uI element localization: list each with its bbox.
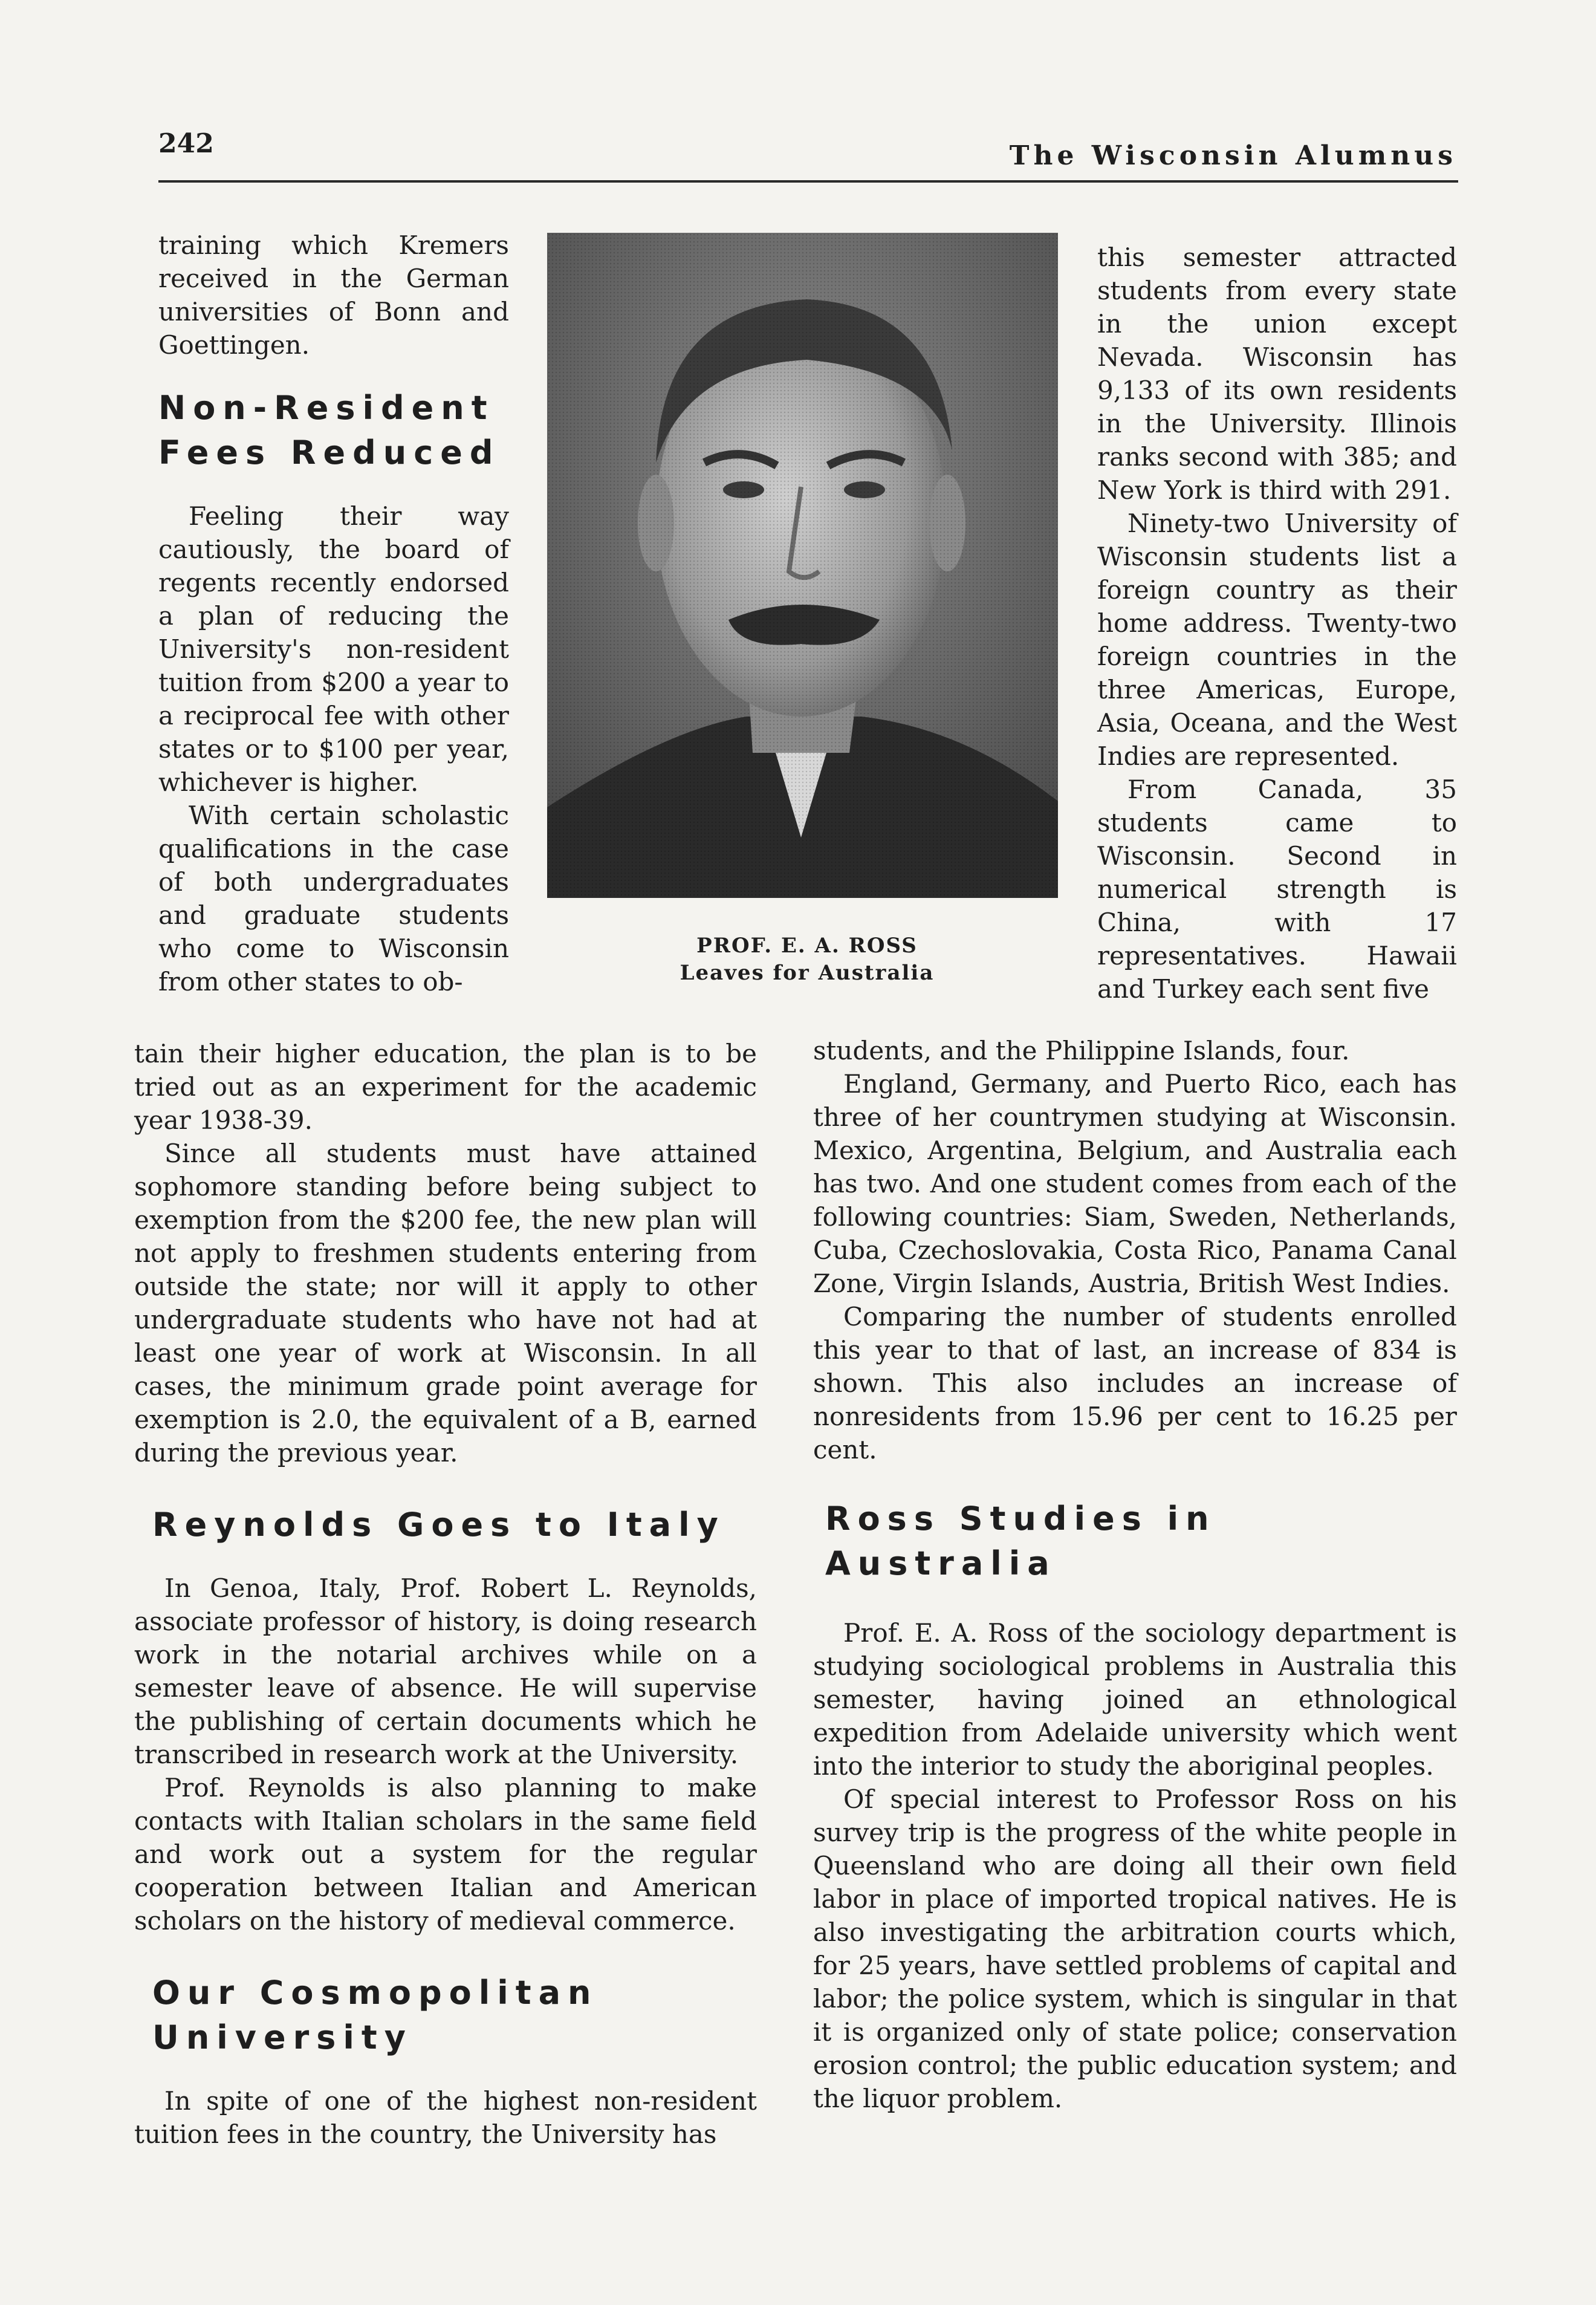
heading-line: Our Cosmopolitan bbox=[152, 1974, 598, 2012]
paragraph: Prof. Reynolds is also planning to make contacts with Italian scholars in the same field and work out a system for the regular cooperation between Italian and American scholars on the history of medieval commerce. bbox=[134, 1773, 757, 1936]
heading-line: Non-Resident bbox=[158, 389, 495, 427]
heading-line: University bbox=[152, 2018, 413, 2056]
right-column-top bbox=[1097, 241, 1457, 1006]
portrait-photo-icon bbox=[547, 233, 1058, 898]
caption-line: PROF. E. A. ROSS bbox=[696, 934, 918, 958]
left-column-bottom bbox=[134, 1037, 757, 2151]
paragraph: Prof. E. A. Ross of the sociology department is studying sociological problems in Australia this semester, having joined an ethnological expedition from Adelaide university which went into the interior to study the aboriginal peoples. bbox=[813, 1618, 1457, 1781]
paragraph: From Canada, 35 students came to Wisconsin. Second in numerical strength is China, with 17 representatives. Hawaii and Turkey each sent five bbox=[1097, 775, 1457, 1004]
publication-title: The Wisconsin Alumnus bbox=[1009, 140, 1457, 171]
paragraph: In spite of one of the highest non-resident tuition fees in the country, the University has bbox=[134, 2086, 757, 2149]
paragraph: Of special interest to Professor Ross on his survey trip is the progress of the white people in Queensland who are doing all their own field labor in place of imported tropical natives. He is also investigating the arbitration courts which, for 25 years, have settled problems of capital and labor; the police system, which is singular in that it is organized only of state police; conservation erosion control; the public education system; and the liquor problem. bbox=[813, 1784, 1457, 2113]
left-column-top bbox=[158, 229, 509, 998]
paragraph: Feeling their way cautiously, the board of regents recently endorsed a plan of reducing the University's non-resident tuition from $200 a year to a reciprocal fee with other states or to $100 per year, whichever is higher. bbox=[158, 501, 509, 797]
heading-line: Fees Reduced bbox=[158, 434, 501, 472]
paragraph: In Genoa, Italy, Prof. Robert L. Reynolds, associate professor of history, is doing research work in the notarial archives while on a semester leave of absence. He will supervise the publishing of certain documents which he transcribed in research work at the University. bbox=[134, 1573, 757, 1769]
page-number: 242 bbox=[158, 128, 214, 159]
paragraph: Comparing the number of students enrolled this year to that of last, an increase of 834 is shown. This also includes an increase of nonresidents from 15.96 per cent to 16.25 per cent. bbox=[813, 1302, 1457, 1465]
photo-caption bbox=[647, 932, 967, 987]
right-column-bottom bbox=[813, 1034, 1457, 2115]
caption-line: Leaves for Australia bbox=[680, 961, 935, 985]
paragraph: England, Germany, and Puerto Rico, each has three of her countrymen studying at Wisconsin. Mexico, Argentina, Belgium, and Australia each has two. And one student comes from each of the following countries: Siam, Sweden, Netherlands, Cuba, Czechoslovakia, Costa Rico, Panama Canal Zone, Virgin Islands, Austria, British West Indies. bbox=[813, 1069, 1457, 1298]
heading-ross-australia: Ross Studies in Australia bbox=[825, 1500, 1216, 1582]
paragraph: tain their higher education, the plan is to be tried out as an experiment for the academic year 1938-39. bbox=[134, 1039, 757, 1135]
header-rule bbox=[158, 180, 1458, 183]
heading-reynolds: Reynolds Goes to Italy bbox=[152, 1506, 725, 1544]
paragraph: Since all students must have attained sophomore standing before being subject to exemption from the $200 fee, the new plan will not apply to freshmen students entering from outside the state; nor will it apply to other undergraduate students who have not had at least one year of work at Wisconsin. In all cases, the minimum grade point average for exemption is 2.0, the equivalent of a B, earned during the previous year. bbox=[134, 1139, 757, 1468]
paragraph: With certain scholastic qualifications in the case of both undergraduates and graduate students who come to Wisconsin from other states to ob- bbox=[158, 801, 509, 996]
heading-cosmopolitan bbox=[152, 1971, 757, 2060]
heading-non-resident-fees bbox=[158, 386, 509, 475]
portrait-photo bbox=[547, 233, 1058, 898]
paragraph: this semester attracted students from every state in the union except Nevada. Wisconsin has 9,133 of its own residents in the University. Illinois ranks second with 385; and New York is third with 291. bbox=[1097, 242, 1457, 505]
paragraph: Ninety-two University of Wisconsin students list a foreign country as their home address. Twenty-two foreign countries in the three Americas, Europe, Asia, Oceana, and the West Indies are represented. bbox=[1097, 509, 1457, 771]
paragraph: students, and the Philippine Islands, four. bbox=[813, 1036, 1350, 1065]
paragraph: training which Kremers received in the German universities of Bonn and Goettingen. bbox=[158, 230, 509, 360]
